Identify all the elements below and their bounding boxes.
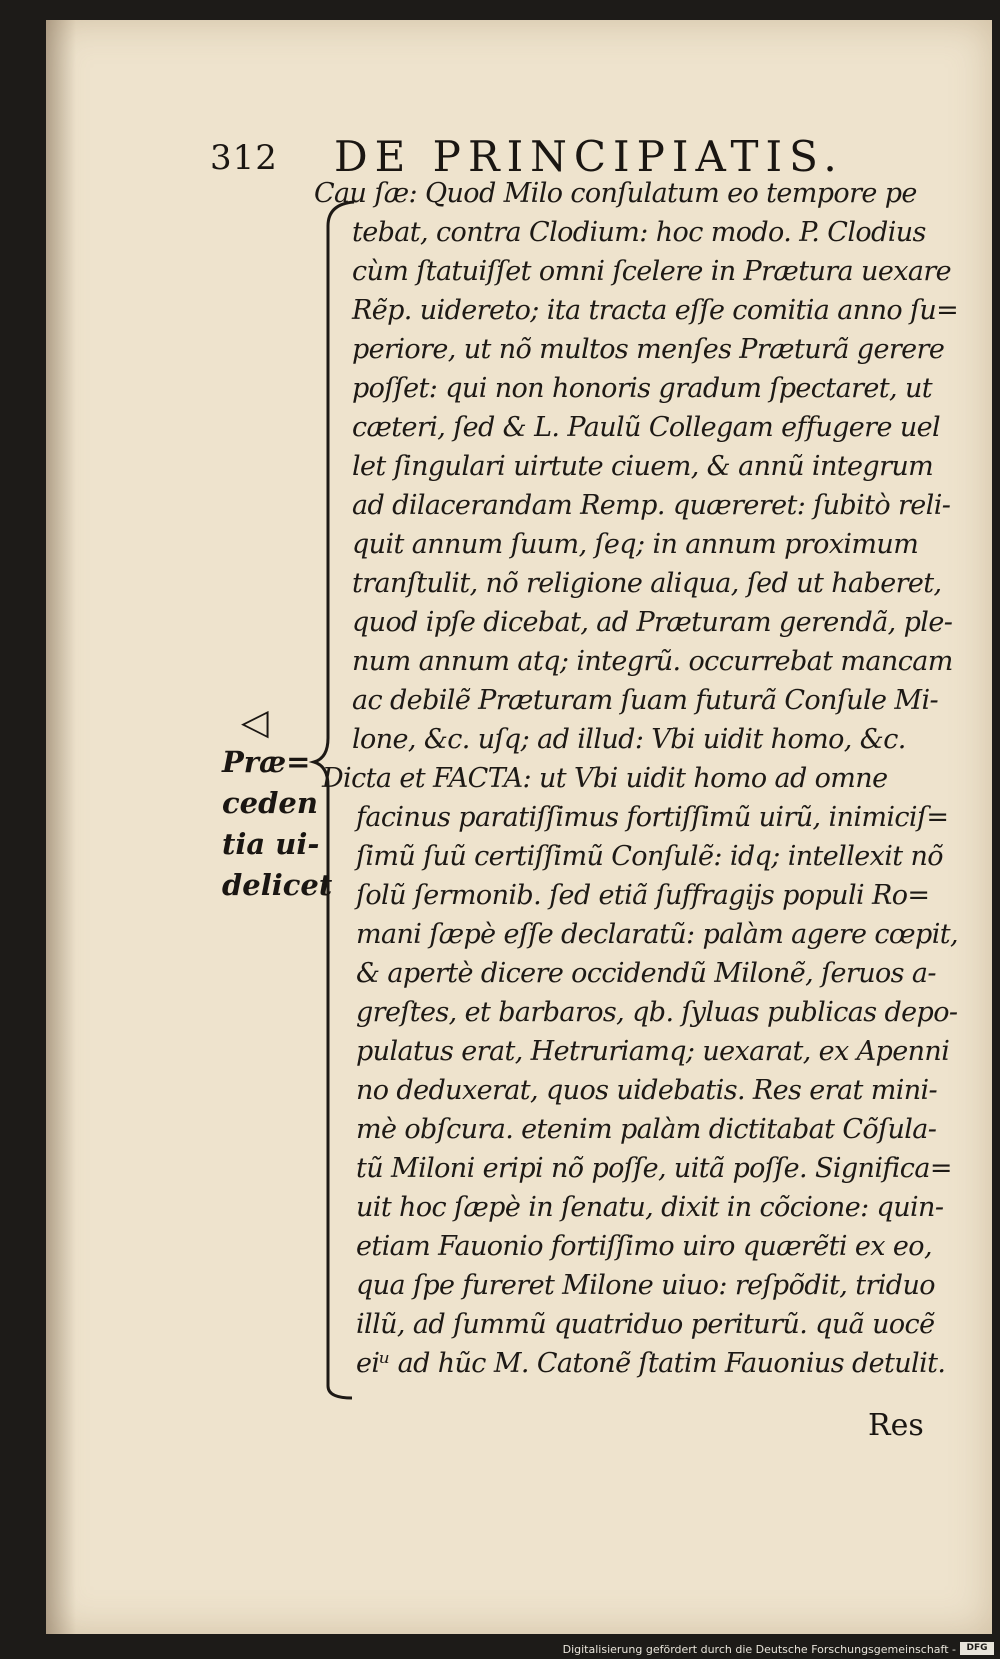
text-line: etiam Fauonio fortiſſimo uiro quærẽti ex eo,: [356, 1231, 932, 1262]
page-number: 312: [210, 138, 278, 178]
body-text: [46, 20, 992, 1634]
text-line: Cau ſæ: Quod Milo conſulatum eo tempore pe: [314, 178, 917, 209]
text-line: uit hoc ſæpè in ſenatu, dixit in cõcione: quin-: [356, 1192, 944, 1223]
text-line: mani ſæpè eſſe declaratũ: palàm agere cœpit,: [356, 919, 958, 950]
pointer-mark-icon: ◁: [241, 702, 269, 743]
text-line: tũ Miloni eripi nõ poſſe, uitã poſſe. Significa=: [356, 1153, 952, 1184]
text-line: no deduxerat, quos uidebatis. Res erat mini-: [356, 1075, 938, 1106]
text-line: illũ, ad ſummũ quatriduo periturũ. quã uocẽ: [356, 1309, 935, 1340]
text-line: greſtes, et barbaros, qb. ſyluas publicas depo-: [356, 997, 958, 1028]
text-line: num annum atq; integrũ. occurrebat mancam: [352, 646, 953, 677]
running-head: DE PRINCIPIATIS.: [334, 132, 844, 181]
margin-note-line: tia ui-: [222, 827, 320, 861]
text-line: periore, ut nõ multos menſes Præturã gerere: [352, 334, 945, 365]
text-line: & apertè dicere occidendũ Milonẽ, ſeruos a-: [356, 958, 936, 989]
funding-credit: Digitalisierung gefördert durch die Deutsche Forschungsgemeinschaft -: [562, 1643, 956, 1656]
text-line: pulatus erat, Hetruriamq; uexarat, ex Apenni: [356, 1036, 950, 1067]
text-line: ſimũ ſuũ certiſſimũ Conſulẽ: idq; intellexit nõ: [356, 841, 943, 872]
text-line: poſſet: qui non honoris gradum ſpectaret, ut: [352, 373, 933, 404]
text-line: cùm ſtatuiſſet omni ſcelere in Prætura uexare: [352, 256, 952, 287]
book-page: [46, 20, 992, 1634]
text-line: qua ſpe fureret Milone uiuo: reſpõdit, triduo: [356, 1270, 935, 1301]
text-line: cæteri, ſed & L. Paulũ Collegam effugere uel: [352, 412, 941, 443]
text-line: lone, &c. uſq; ad illud: Vbi uidit homo, &c.: [352, 724, 906, 755]
text-line: Dicta et FACTA: ut Vbi uidit homo ad omne: [322, 763, 888, 794]
text-line: let ſingulari uirtute ciuem, & annũ integrum: [352, 451, 934, 482]
text-line: ac debilẽ Præturam ſuam futurã Conſule Mi-: [352, 685, 939, 716]
text-line: Rẽp. uidereto; ita tracta eſſe comitia anno ſu=: [352, 295, 959, 326]
text-line: tebat, contra Clodium: hoc modo. P. Clodius: [352, 217, 926, 248]
text-line: quit annum ſuum, ſeq; in annum proximum: [352, 529, 919, 560]
text-line: ſolũ ſermonib. ſed etiã ſuffragijs populi Ro=: [356, 880, 930, 911]
text-line: ad dilacerandam Remp. quæreret: ſubitò reli-: [352, 490, 951, 521]
text-line: eiᵘ ad hũc M. Catonẽ ſtatim Fauonius detulit.: [356, 1348, 946, 1379]
text-line: quod ipſe dicebat, ad Præturam gerendã, ple-: [352, 607, 953, 638]
text-line: tranſtulit, nõ religione aliqua, ſed ut haberet,: [352, 568, 942, 599]
margin-note-line: Præ=: [222, 745, 311, 779]
margin-note-line: delicet: [222, 868, 333, 902]
text-line: facinus paratiſſimus fortiſſimũ uirũ, inimiciſ=: [356, 802, 949, 833]
catchword: Res: [868, 1408, 924, 1443]
margin-note-line: ceden: [222, 786, 318, 820]
text-line: mè obſcura. etenim palàm dictitabat Cõſula-: [356, 1114, 937, 1145]
dfg-logo: DFG: [960, 1642, 994, 1655]
